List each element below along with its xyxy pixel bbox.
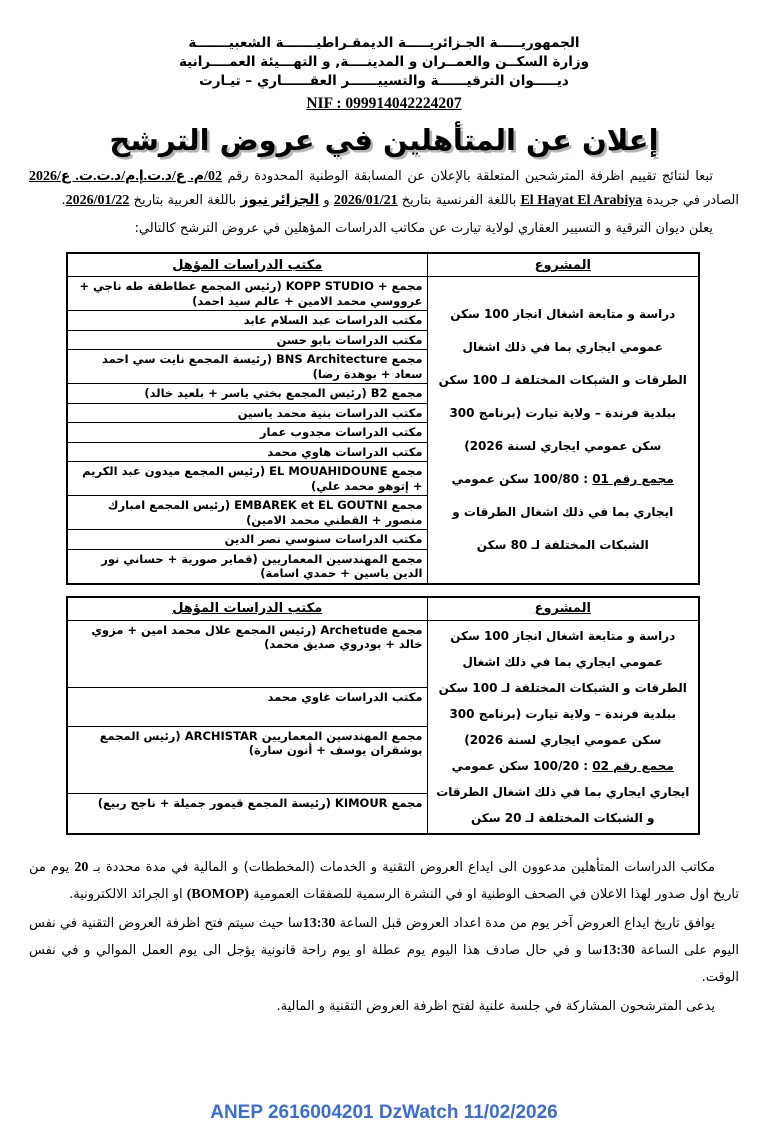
publication-date-french: 2026/01/21 <box>333 193 398 208</box>
office-cell: مجمع KIMOUR (رئيسة المجمع قيمور جميلة + ناجح ربيع) <box>67 794 427 834</box>
bomop-abbreviation: (BOMOP) <box>186 886 249 902</box>
newspaper-french-name: El Hayat El Arabiya <box>520 193 643 208</box>
project-column-header: المشروع <box>427 253 699 277</box>
office-cell: مجمع + KOPP STUDIO (رئيس المجمع عطاطفة طه ناجي + عرووسي محمد الامين + عالم سيد احمد) <box>67 277 427 311</box>
office-cell: مكتب الدراسات غاوي محمد <box>67 688 427 727</box>
publication-date-arabic: 2026/01/22 <box>65 193 130 208</box>
table-row <box>67 277 699 311</box>
table-header-row <box>67 253 699 277</box>
group-number-label: مجمع رقم 01 <box>592 471 674 486</box>
office-cell: مجمع B2 (رئيس المجمع بختي ياسر + بلعيد خالد) <box>67 384 427 404</box>
note-public-session: يدعى المترشحون المشاركة في جلسة علنية لفتح اظرفة العروض التقنية و المالية. <box>276 998 715 1014</box>
office-cell: مجمع EMBAREK et EL GOUTNI (رئيس المجمع امبارك منصور + القطني محمد الامين) <box>67 496 427 530</box>
nif-number: NIF : 099914042224207 <box>306 95 462 112</box>
group-number-label: مجمع رقم 02 <box>592 758 674 773</box>
newspaper-arabic-name: الجزائر نيوز <box>240 193 320 208</box>
office-cell: مجمع BNS Architecture (رئيسة المجمع نايت سي احمد سعاد + بوهدة رضا) <box>67 350 427 384</box>
project-group <box>436 463 691 562</box>
intro-text: و <box>319 193 334 208</box>
project-cell <box>427 620 699 834</box>
office-cell: مجمع المهندسين المعماريين ARCHISTAR (رئيس المجمع بوشقران يوسف + أنون سارة) <box>67 726 427 794</box>
office-cell: مكتب الدراسات بابو حسن <box>67 330 427 350</box>
deadline-time: 13:30 <box>302 915 336 931</box>
office-cell: مكتب الدراسات مجدوب عمار <box>67 423 427 443</box>
project-column-header: المشروع <box>427 597 699 621</box>
group-detail: : 100/80 سكن عمومي ايجاري بما في ذلك اشغال الطرقات و الشبكات المختلفة لـ 80 سكن <box>451 471 674 552</box>
note-text: او الجرائد الالكترونية. <box>69 886 187 902</box>
project-description: دراسة و متابعة اشغال انجاز 100 سكن عمومي ايجاري بما في ذلك اشغال الطرقات و الشبكات المختلفة لـ 100 سكن ببلدية فرندة – ولاية تيارت (برنامج 300 سكن عمومي ايجاري لسنة 2026) <box>438 628 687 747</box>
group-detail: : 100/20 سكن عمومي ايجاري ايجاري بما في ذلك اشغال الطرقات و الشبكات المختلفة لـ 20 سكن <box>436 758 690 825</box>
organization-header <box>0 0 768 113</box>
office-column-header: مكتب الدراسات المؤهل <box>67 253 427 277</box>
note-text: يوم من تاريخ اول صدور لهذا الاعلان في الصحف الوطنية او في النشرة الرسمية للصفقات العمومية <box>29 859 739 902</box>
office-cell: مكتب الدراسات هاوي محمد <box>67 442 427 462</box>
office-cell: مكتب الدراسات بنية محمد ياسين <box>67 403 427 423</box>
opening-time: 13:30 <box>602 942 636 958</box>
org-line-office: ديـــــوان الترقيــــــة والتسييــــــر العقــــــاري – تيـارت <box>199 73 569 89</box>
intro-section <box>29 165 739 241</box>
notes-section <box>29 854 739 1020</box>
announcement-line: يعلن ديوان الترقية و التسيير العقاري لولاية تيارت عن مكاتب الدراسات المؤهلين في عروض الترشح كالتالي: <box>134 221 713 236</box>
intro-paragraph <box>29 165 739 213</box>
page-title: إعلان عن المتأهلين في عروض الترشح <box>109 123 659 157</box>
deadline-days: 20 <box>74 859 89 875</box>
intro-text: باللغة الفرنسية بتاريخ <box>397 193 521 208</box>
office-cell: مكتب الدراسات عبد السلام عابد <box>67 311 427 331</box>
project-description: دراسة و متابعة اشغال انجاز 100 سكن عمومي ايجاري بما في ذلك اشغال الطرقات و الشبكات المختلفة لـ 100 سكن ببلدية فرندة – ولاية تيارت (برنامج 300 سكن عمومي ايجاري لسنة 2026) <box>438 306 687 453</box>
org-line-ministry: وزارة السكــن والعمــران و المدينــــة, و التهـــيئة العمــــرانية <box>178 54 590 70</box>
intro-text: الصادر في جريدة <box>642 193 739 208</box>
office-cell: مجمع المهندسين المعماريين (قماير صورية + حساني نور الدين ياسين + حمدي اسامة) <box>67 549 427 584</box>
office-cell: مجمع Archetude (رئيس المجمع علال محمد امين + مزوي خالد + بودروي صديق محمد) <box>67 620 427 688</box>
office-column-header: مكتب الدراسات المؤهل <box>67 597 427 621</box>
note-text: مكاتب الدراسات المتأهلين مدعوون الى ايداع العروض التقنية و الخدمات (المخططات) و المالية في مدة محددة بـ <box>88 859 715 875</box>
project-group <box>436 753 691 831</box>
note-text: سا حيث سيتم فتح اظرفة العروض التقنية في نفس اليوم على الساعة <box>29 915 739 958</box>
table-row <box>67 620 699 688</box>
note-deposit-deadline <box>29 854 739 908</box>
note-text: يوافق تاريخ ايداع العروض آخر يوم من مدة اعداد العروض قبل الساعة <box>335 915 715 931</box>
project-cell <box>427 277 699 584</box>
qualification-table-2 <box>66 596 700 835</box>
office-cell: مجمع EL MOUAHIDOUNE (رئيس المجمع ميدون عبد الكريم + إتوهو محمد علي) <box>67 462 427 496</box>
table-header-row <box>67 597 699 621</box>
intro-text: باللغة العربية بتاريخ <box>129 193 241 208</box>
note-text: سا و في حال صادف هذا اليوم يوم عطلة او يوم راحة قانونية يؤجل الى يوم العمل الموالي و في نفس الوقت. <box>29 942 739 985</box>
org-line-republic: الجمهوريـــــة الجـزائريـــــة الديمقـراطيـــــــة الشعبيـــــــة <box>188 35 580 51</box>
anep-reference-footer: ANEP 2616004201 DzWatch 11/02/2026 <box>210 1102 558 1123</box>
office-cell: مكتب الدراسات سنوسي نصر الدين <box>67 530 427 550</box>
note-opening-time <box>29 910 739 991</box>
contest-reference-number: 02/م. ع/د.ت.إ.م/د.ت.ت. ع/2026 <box>29 169 222 184</box>
intro-text: . <box>61 193 66 208</box>
qualification-table-1 <box>66 252 700 585</box>
intro-text: تبعا لنتائج تقييم اظرفة المترشحين المتعلقة بالإعلان عن المسابقة الوطنية المحدودة رقم <box>221 169 713 184</box>
